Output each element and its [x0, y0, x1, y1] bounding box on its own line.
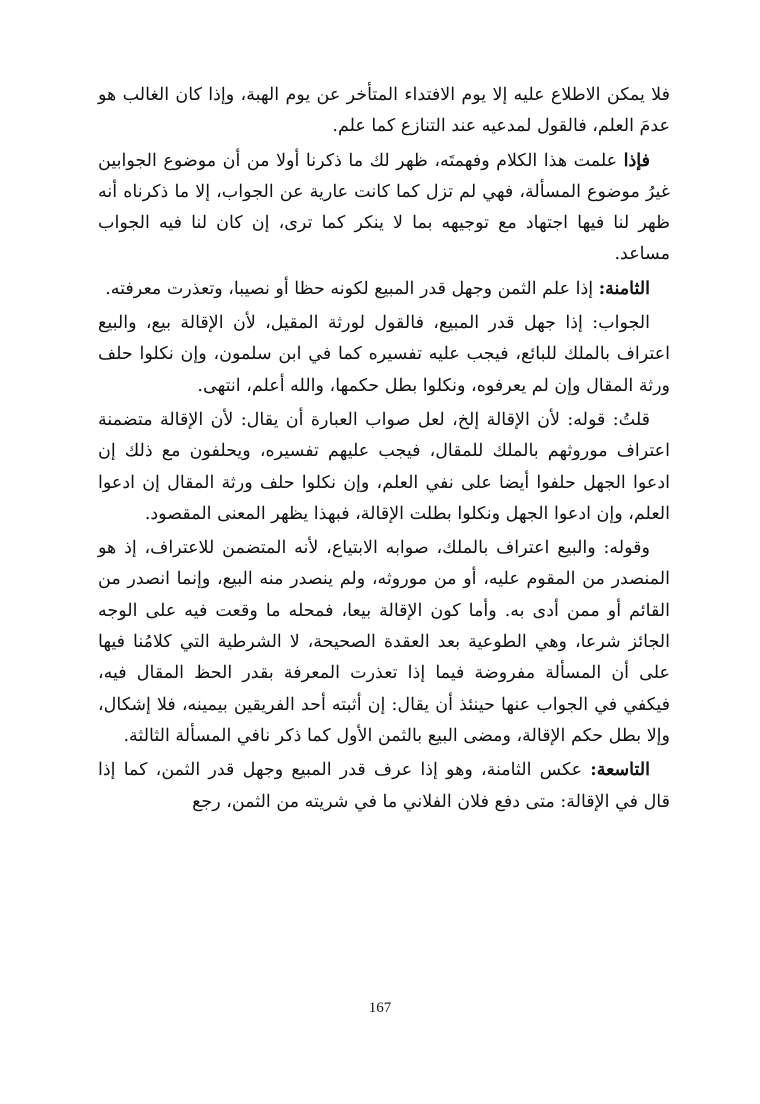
- paragraph-text: الجواب: إذا جهل قدر المبيع، فالقول لورثة المقيل، لأن الإقالة بيع، والبيع اعتراف بالملك للبائع، فيجب عليه تفسيره كما في ابن سلمون، وإن نكلوا حلف ورثة المقال وإن لم يعرفوه، ونكلوا بطل حكمها، والله أعلم، انتهى.: [98, 313, 670, 396]
- paragraph-3-issue-eight: [98, 274, 670, 305]
- paragraph-text: قلتُ: قوله: لأن الإقالة إلخ، لعل صواب العبارة أن يقال: لأن الإقالة متضمنة اعتراف موروثهم بالملك للمقال، فيجب عليهم تفسيره، ويحلفون مع ذلك إن ادعوا الجهل حلفوا أيضا على نفي العلم، وإن نكلوا حلف ورثة المقال إن ادعوا العلم، وإن ادعوا الجهل ونكلوا بطلت الإقالة، فبهذا يظهر المعنى المقصود.: [98, 409, 670, 524]
- paragraph-text: عكس الثامنة، وهو إذا عرف قدر المبيع وجهل قدر الثمن، كما إذا قال في الإقالة: متى دفع فلان الفلاني ما في شريته من الثمن، رجع: [98, 760, 670, 812]
- paragraph-lead-word: فإذا: [623, 150, 650, 171]
- paragraph-7-issue-nine: [98, 755, 670, 818]
- paragraph-5-commentary: [98, 405, 670, 530]
- paragraph-2: [98, 146, 670, 271]
- page-number: 167: [368, 1000, 392, 1016]
- paragraph-1: [98, 80, 670, 143]
- paragraph-text: إذا علم الثمن وجهل قدر المبيع لكونه حظا أو نصيبا، وتعذرت معرفته.: [105, 278, 599, 299]
- paragraph-text: علمت هذا الكلام وفهمتَه، ظهر لك ما ذكرنا أولا من أن موضوع الجوابين غيرُ موضوع المسألة، فهي لم تزل كما كانت عارية عن الجواب، إلا ما ذكرناه أنه ظهر لنا فيها اجتهاد مع توجيهه بما لا ينكر كما ترى، إن كان لنا فيه الجواب مساعد.: [98, 150, 670, 265]
- body-text: [98, 80, 670, 818]
- paragraph-text: وقوله: والبيع اعتراف بالملك، صوابه الابتياع، لأنه المتضمن للاعتراف، إذ هو المنصدر من المقوم عليه، أو من موروثه، ولم ينصدر منه البيع، وإنما انصدر من القائم أو ممن أدى به. وأما كون الإقالة بيعا، فمحله ما وقعت فيه على الوجه الجائز شرعا، وهي الطوعية بعد العقدة الصحيحة، لا الشرطية التي كلامُنا فيها على أن المسألة مفروضة فيما إذا تعذرت المعرفة بقدر الحظ المقال فيه، فيكفي في الجواب عنها حينئذ أن يقال: إن أثبته أحد الفريقين بيمينه، فلا إشكال، وإلا بطل حكم الإقالة، ومضى البيع بالثمن الأول كما ذكر نافي المسألة الثالثة.: [98, 538, 670, 746]
- paragraph-lead-word: الثامنة:: [598, 278, 650, 299]
- paragraph-text: فلا يمكن الاطلاع عليه إلا يوم الافتداء المتأخر عن يوم الهبة، وإذا كان الغالب هو عدمَ العلم، فالقول لمدعيه عند التنازع كما علم.: [98, 85, 670, 137]
- paragraph-lead-word: التاسعة:: [590, 760, 650, 781]
- paragraph-6-commentary: [98, 533, 670, 752]
- paragraph-4-answer: [98, 308, 670, 402]
